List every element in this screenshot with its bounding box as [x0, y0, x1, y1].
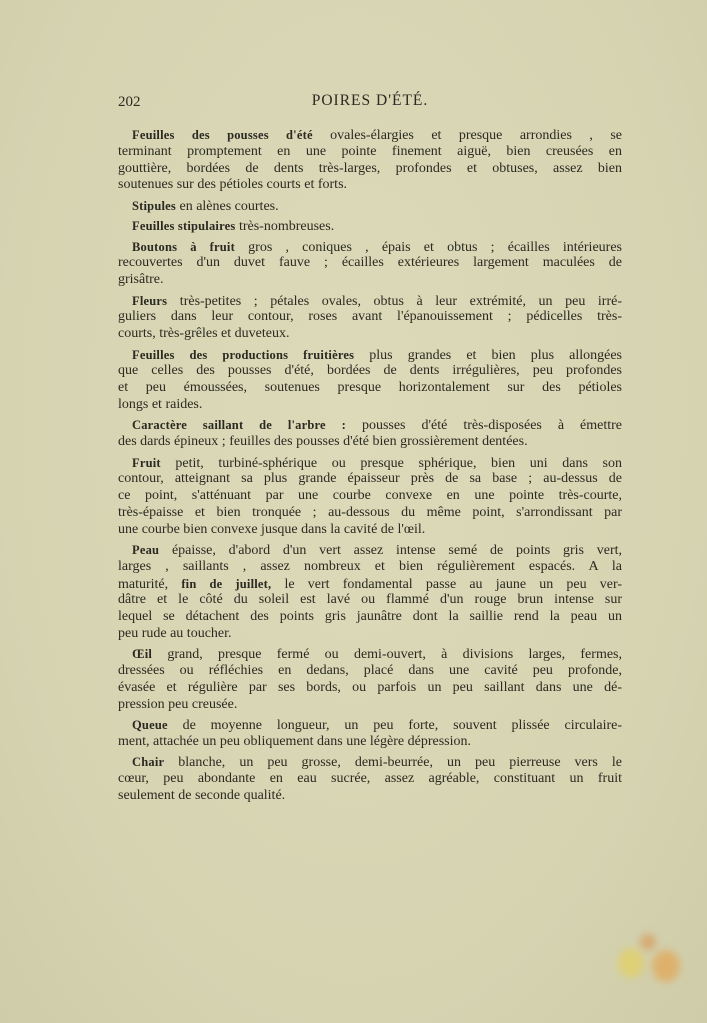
line-text: en alènes courtes. [175, 198, 279, 214]
paragraph-term: Boutons à fruit [132, 239, 235, 254]
text-line [118, 559, 622, 576]
text-line [118, 697, 622, 714]
text-line [118, 505, 622, 522]
text-line [118, 434, 622, 451]
text-line [118, 734, 622, 751]
text-line [118, 626, 622, 643]
description-paragraph [118, 417, 622, 451]
text-line [118, 326, 622, 343]
description-paragraph [118, 646, 622, 713]
paragraph-term: Fleurs [132, 293, 168, 308]
paragraph-term: Peau [132, 543, 160, 558]
line-text: très-nombreuses. [235, 219, 335, 235]
line-text: petit, turbiné-sphérique ou presque sphérique, bien uni dans son [160, 455, 622, 471]
paragraph-term: Feuilles des productions fruitières [132, 347, 355, 362]
line-text: larges , saillants , assez nombreux et bien régulièrement espacés. A la [118, 558, 622, 574]
text-line [118, 592, 622, 609]
description-paragraph [118, 198, 622, 215]
text-line [118, 646, 622, 663]
text-line [118, 576, 622, 593]
text-line [118, 380, 622, 397]
page-number: 202 [118, 94, 141, 110]
line-text: grisâtre. [118, 272, 164, 288]
text-line [118, 144, 622, 161]
running-title: POIRES D'ÉTÉ. [311, 92, 429, 109]
text-line [118, 272, 622, 289]
description-paragraph [118, 347, 622, 414]
line-text: et peu émoussées, soutenues presque horizontalement sur des pétioles [118, 380, 622, 396]
description-paragraph [118, 754, 622, 804]
line-text: des dards épineux ; feuilles des pousses d'été bien grossièrement dentées. [118, 434, 528, 450]
line-text: ovales-élargies et presque arrondies , se [312, 128, 622, 143]
paragraph-term: Feuilles stipulaires [132, 219, 236, 234]
text-line [118, 771, 622, 788]
line-text: pression peu creusée. [118, 696, 238, 712]
text-line [118, 754, 622, 771]
line-text: très-épaisse et bien tronquée ; au-dessous du même point, s'arrondissant par [118, 504, 622, 520]
page-body [118, 127, 622, 808]
line-text: ment, attachée un peu obliquement dans une légère dépression. [118, 734, 471, 750]
text-line [118, 609, 622, 626]
paragraph-term: Feuilles des pousses d'été [132, 128, 313, 142]
description-paragraph [118, 239, 622, 289]
text-line [118, 347, 622, 364]
line-text: ce point, s'atténuant par une courbe convexe en une pointe très-courte, [118, 488, 622, 504]
text-line [118, 542, 622, 559]
line-text: cœur, peu abondante en eau sucrée, assez agréable, constituant un fruit [118, 771, 622, 787]
text-line [118, 680, 622, 697]
paragraph-term: Œil [132, 647, 153, 662]
line-text: soutenues sur des pétioles courts et forts. [118, 177, 348, 193]
description-paragraph [118, 218, 622, 235]
line-text: courts, très-grêles et duveteux. [118, 326, 290, 342]
line-text: blanche, un peu grosse, demi-beurrée, un peu pierreuse vers le [164, 755, 622, 771]
text-line [118, 239, 622, 256]
page-header [118, 92, 622, 114]
text-line [118, 363, 622, 380]
line-text: guliers dans leur contour, roses avant l'épanouissement ; pédicelles très- [118, 309, 622, 325]
text-line [118, 177, 622, 194]
text-line [118, 455, 622, 472]
line-text: plus grandes et bien plus allongées [354, 347, 622, 363]
text-line [118, 255, 622, 272]
line-text: dressées ou réfléchies en dedans, placé dans une cavité peu profonde, [118, 663, 622, 679]
line-text: le vert fondamental passe au jaune un peu ver- [271, 576, 622, 592]
bleed-through-pear-illustration [604, 926, 694, 992]
text-line [118, 309, 622, 326]
text-line [118, 161, 622, 178]
line-text: gouttière, bordées de dents très-larges, profondes et obtuses, assez bien [118, 160, 622, 176]
line-text: recouvertes d'un duvet fauve ; écailles extérieures largement maculées de [118, 255, 622, 271]
line-text: épaisse, d'abord d'un vert assez intense semé de points gris vert, [159, 543, 622, 559]
text-line [118, 488, 622, 505]
paragraph-term: Caractère saillant de l'arbre : [132, 418, 346, 433]
text-line [118, 471, 622, 488]
text-line [118, 663, 622, 680]
line-text: lequel se détachent des points gris jaunâtre dont la saillie rend la peau un [118, 609, 622, 625]
text-line [118, 522, 622, 539]
text-line [118, 293, 622, 310]
line-text: maturité, [118, 576, 182, 592]
paragraph-term: Queue [132, 718, 168, 733]
text-line [118, 417, 622, 434]
line-text: pousses d'été très-disposées à émettre [345, 418, 623, 434]
text-line [118, 218, 622, 235]
line-text: grand, presque fermé ou demi-ouvert, à divisions larges, fermes, [152, 647, 622, 663]
line-text: terminant promptement en une pointe finement aiguë, bien creusées en [118, 143, 622, 159]
inline-bold-term: fin de juillet, [181, 576, 272, 591]
line-text: seulement de seconde qualité. [118, 788, 286, 804]
paragraph-term: Stipules [132, 198, 176, 213]
line-text: évasée et régulière par ses bords, ou parfois un peu saillant dans une dé- [118, 680, 622, 696]
paragraph-term: Fruit [132, 455, 161, 470]
line-text: que celles des pousses d'été, bordées de dents irrégulières, peu profondes [118, 363, 622, 379]
text-line [118, 788, 622, 805]
description-paragraph [118, 717, 622, 751]
text-line [118, 397, 622, 414]
text-line [118, 717, 622, 734]
description-paragraph [118, 127, 622, 194]
line-text: contour, atteignant sa plus grande épaisseur près de sa base ; au-dessus de [118, 471, 622, 487]
description-paragraph [118, 293, 622, 343]
line-text: une courbe bien convexe jusque dans la cavité de l'œil. [118, 521, 426, 537]
description-paragraph [118, 455, 622, 539]
description-paragraph [118, 542, 622, 643]
text-line [118, 127, 622, 144]
paragraph-term: Chair [132, 755, 165, 770]
line-text: très-petites ; pétales ovales, obtus à leur extrémité, un peu irré- [167, 293, 622, 309]
line-text: gros , coniques , épais et obtus ; écailles intérieures [234, 239, 622, 255]
line-text: peu rude au toucher. [118, 626, 232, 642]
line-text: longs et raides. [118, 396, 203, 412]
text-line [118, 198, 622, 215]
line-text: de moyenne longueur, un peu forte, souvent plissée circulaire- [167, 718, 622, 734]
line-text: dâtre et le côté du soleil est lavé ou flammé d'un rouge brun intense sur [118, 592, 622, 608]
